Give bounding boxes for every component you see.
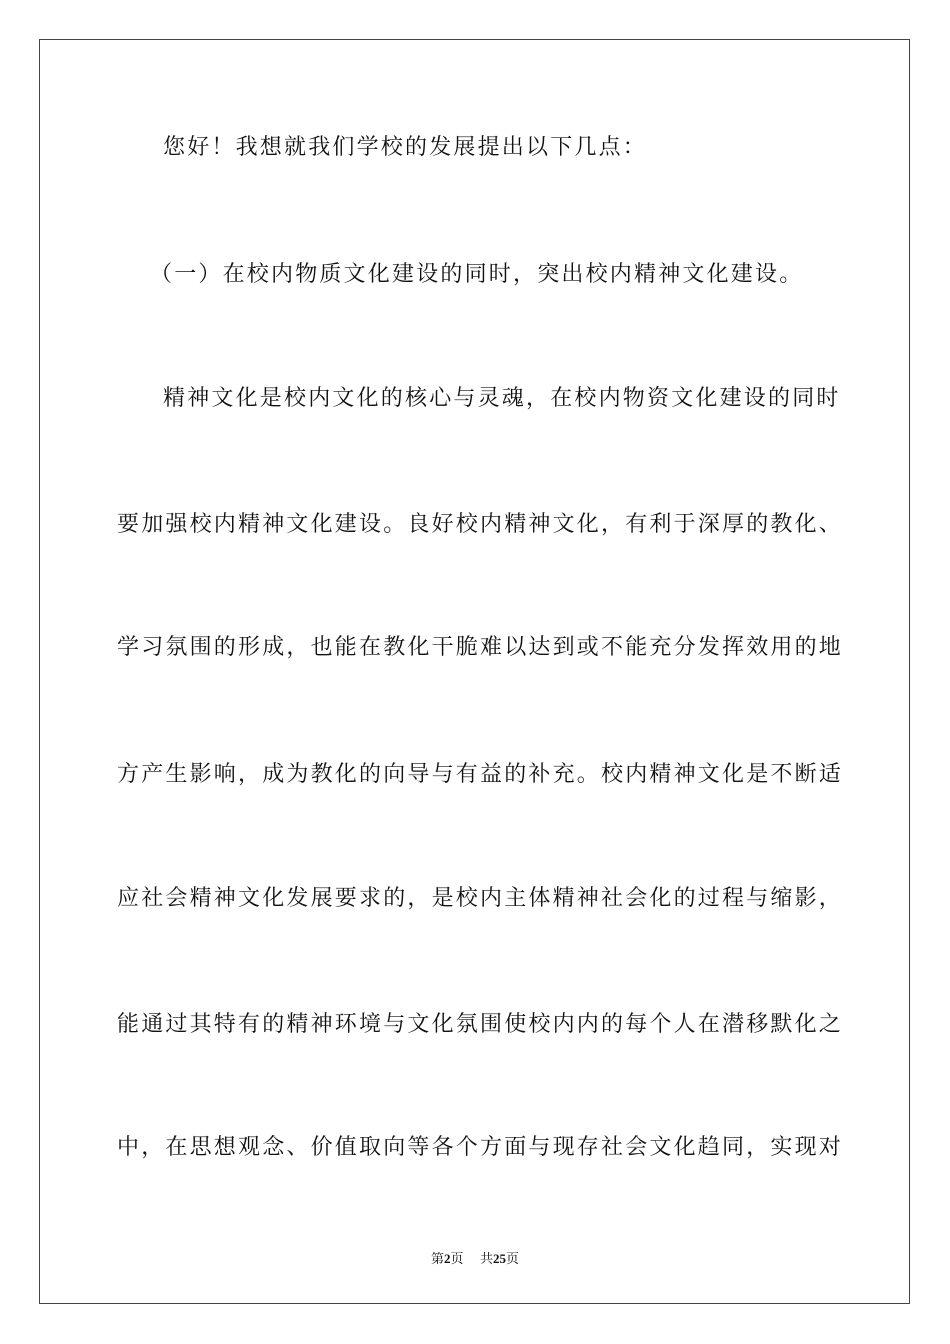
footer-page-number: 2 bbox=[443, 1251, 451, 1266]
footer-total-pages: 25 bbox=[493, 1251, 507, 1266]
page-footer bbox=[0, 1248, 950, 1267]
page-border bbox=[39, 39, 910, 1304]
footer-page-suffix: 页 bbox=[450, 1252, 464, 1267]
footer-page-prefix: 第 bbox=[430, 1252, 444, 1267]
paragraph-line-1: 精神文化是校内文化的核心与灵魂，在校内物资文化建设的同时 bbox=[163, 386, 841, 411]
footer-total-prefix: 共 bbox=[480, 1252, 494, 1267]
footer-total-suffix: 页 bbox=[506, 1252, 520, 1267]
paragraph-line-4: 方产生影响，成为教化的向导与有益的补充。校内精神文化是不断适 bbox=[117, 762, 844, 787]
paragraph-line-2: 要加强校内精神文化建设。良好校内精神文化，有利于深厚的教化、 bbox=[117, 512, 844, 537]
section-heading-1: （一）在校内物质文化建设的同时，突出校内精神文化建设。 bbox=[150, 262, 804, 287]
paragraph-line-3: 学习氛围的形成，也能在教化干脆难以达到或不能充分发挥效用的地 bbox=[117, 635, 844, 660]
paragraph-line-5: 应社会精神文化发展要求的，是校内主体精神社会化的过程与缩影， bbox=[117, 886, 844, 911]
paragraph-line-7: 中，在思想观念、价值取向等各个方面与现存社会文化趋同，实现对 bbox=[117, 1135, 844, 1160]
paragraph-greeting: 您好！我想就我们学校的发展提出以下几点： bbox=[163, 135, 648, 160]
paragraph-line-6: 能通过其特有的精神环境与文化氛围使校内内的每个人在潜移默化之 bbox=[117, 1012, 844, 1037]
